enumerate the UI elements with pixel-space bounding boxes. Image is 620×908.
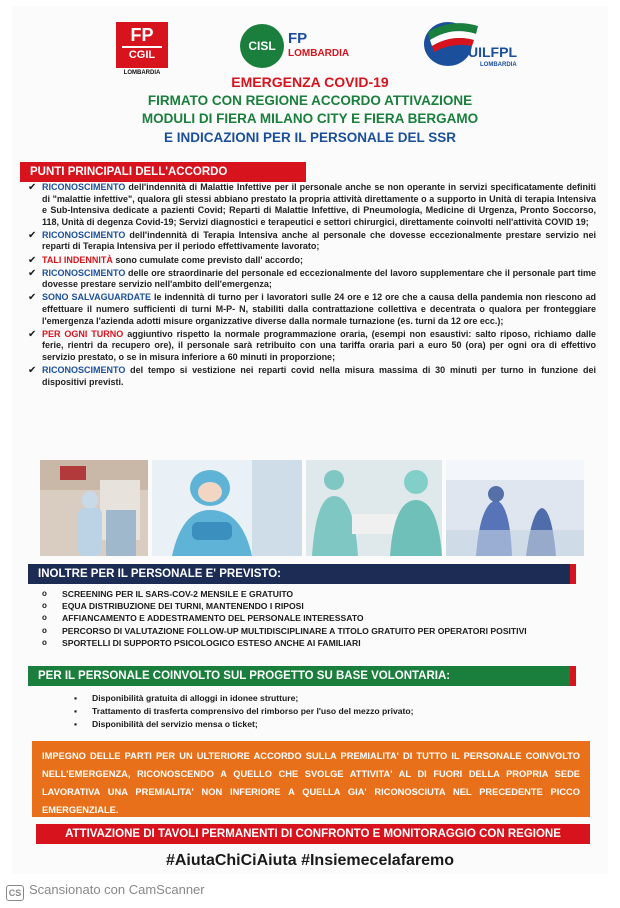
volontaria-item [72, 705, 572, 718]
point-lead: SONO SALVAGUARDATE [42, 292, 151, 303]
point-text: dell'indennità di Malattie Infettive per il personale anche se non operante in servizi specificatamente definiti di "malattie infettive", qualora gli stessi abbiano prestato la propria attività direttamente o a supporto in Unità di terapia Intensiva e Sub-Intensiva dedicate a pazienti Covid; Reparti di Malattie Infettive, di Pneumologia, Medicine di Urgenza, Pronto Soccorso, 118, Unità di degenza Covid-19; Servizi diagnostici e terapeutici e settori chirurgici, direttamente coinvolti nell'attività COVID 19; [42, 182, 596, 227]
camscanner-text: Scansionato con CamScanner [29, 882, 205, 897]
point-lead: RICONOSCIMENTO [42, 182, 126, 192]
volontaria-item-text: Disponibilità gratuita di alloggi in idonee strutture; [92, 693, 299, 703]
fp-cgil-line2: CGIL [122, 46, 162, 62]
inoltre-item [40, 612, 600, 624]
fp-cgil-line1: FP [130, 25, 154, 45]
main-title [12, 92, 608, 128]
point-lead: RICONOSCIMENTO [42, 229, 126, 240]
cisl-logo [240, 24, 380, 72]
circle-bullet-icon: o [42, 637, 47, 647]
photo-strip [40, 460, 584, 556]
circle-bullet-icon: o [42, 601, 47, 611]
emergency-title: EMERGENZA COVID-19 [231, 74, 389, 90]
inoltre-item-text: SPORTELLI DI SUPPORTO PSICOLOGICO ESTESO ANCHE AI FAMILIARI [62, 637, 361, 648]
point-item [28, 230, 596, 253]
fp-cgil-line3: LOMBARDIA [123, 70, 161, 76]
point-item [28, 255, 596, 267]
square-bullet-icon: ▪ [74, 706, 78, 716]
square-bullet-icon: ▪ [74, 719, 78, 729]
check-icon: ✔ [28, 328, 37, 340]
point-lead: PER OGNI TURNO [42, 328, 124, 339]
check-icon: ✔ [28, 364, 37, 376]
point-lead: TALI INDENNITÀ [42, 254, 113, 265]
main-title-line1: FIRMATO CON REGIONE ACCORDO ATTIVAZIONE [147, 93, 473, 108]
uil-line1: UILFPL [468, 44, 517, 60]
volontaria-item-text: Disponibilità del servizio mensa o ticket; [92, 719, 258, 729]
photo-icu-staff [306, 460, 442, 556]
volontaria-item-text: Trattamento di trasferta comprensivo del rimborso per l'uso del mezzo privato; [92, 706, 414, 716]
inoltre-header: INOLTRE PER IL PERSONALE E' PREVISTO: [28, 564, 576, 584]
uil-flag-icon [422, 18, 482, 68]
sub-title: E INDICAZIONI PER IL PERSONALE DEL SSR [163, 130, 457, 145]
check-icon: ✔ [28, 292, 37, 304]
point-item [28, 365, 596, 388]
inoltre-item [40, 625, 600, 637]
cisl-disc: CISL [240, 24, 284, 68]
photo-emergency-rush [446, 460, 584, 556]
volontaria-header: PER IL PERSONALE COINVOLTO SUL PROGETTO SU BASE VOLONTARIA: [28, 666, 576, 686]
circle-bullet-icon: o [42, 613, 47, 623]
fp-cgil-logo [116, 22, 168, 78]
point-item [28, 182, 596, 228]
check-icon: ✔ [28, 267, 37, 279]
point-text: le indennità di turno per i lavoratori sulle 24 ore e 12 ore che a causa della pandemia non riescono ad effettuare il numero sufficienti di turni M-P- N, stabiliti dalla contrattazione collettiva e decentrata o qualora per fronteggiare l'emergenza l'azienda adotti misure organizzative diverse dalla normale turnazione (es. turni da 12 ore ecc.); [42, 292, 596, 326]
impegno-box: IMPEGNO DELLE PARTI PER UN ULTERIORE ACCORDO SULLA PREMIALITA' DI TUTTO IL PERSONALE COINVOLTO NELL'EMERGENZA, RICONOSCENDO A QUELLO CHE SVOLGE ATTIVITA' AL DI FUORI DELLA PROPRIA SEDE LAVORATIVA UNA PREMIALITA' NON INFERIORE A QUELLA GIA' RICONOSCIUTA NEL PRECEDENTE PICCO EMERGENZIALE. [32, 741, 590, 817]
inoltre-item [40, 600, 600, 612]
point-lead: RICONOSCIMENTO [42, 364, 126, 375]
inoltre-item-text: PERCORSO DI VALUTAZIONE FOLLOW-UP MULTIDISCIPLINARE A TITOLO GRATUITO PER OPERATORI POSITIVI [62, 625, 527, 636]
flyer-page [12, 6, 608, 874]
photo-doctor-ppe [152, 460, 302, 556]
uilfpl-logo [422, 18, 522, 78]
main-title-line2: MODULI DI FIERA MILANO CITY E FIERA BERGAMO [141, 111, 479, 126]
point-text: dell'indennità di Terapia Intensiva anche al personale che dovesse eccezionalmente prestare servizio nei reparti di Terapia Intensiva per il periodo effettivamente lavorato; [42, 229, 596, 252]
point-item [28, 329, 596, 364]
check-icon: ✔ [28, 182, 37, 193]
hashtags: #AiutaChiCiAiuta #Insiemecelafaremo [165, 852, 455, 869]
circle-bullet-icon: o [42, 589, 47, 598]
photo-hospital-corridor [40, 460, 148, 556]
point-item [28, 292, 596, 327]
point-text: delle ore straordinarie del personale ed eccezionalmente del lavoro supplementare che il personale part time dovesse prestare servizio nell'ambito dell'emergenza; [42, 267, 596, 290]
inoltre-item-text: EQUA DISTRIBUZIONE DEI TURNI, MANTENENDO I RIPOSI [62, 601, 304, 612]
circle-bullet-icon: o [42, 625, 47, 635]
camscanner-watermark [6, 882, 205, 900]
point-text: del tempo si vestizione nei reparti covid nella misura massima di 30 minuti per turno in funzione dei dispositivi previsti. [42, 364, 596, 387]
camscanner-logo: CS [6, 885, 24, 901]
square-bullet-icon: ▪ [74, 693, 78, 703]
uil-line2: LOMBARDIA [480, 62, 517, 68]
inoltre-list [40, 588, 600, 649]
volontaria-item [72, 692, 572, 705]
inoltre-item [40, 637, 600, 649]
inoltre-item-text: SCREENING PER IL SARS-COV-2 MENSILE E GRATUITO [62, 589, 294, 599]
inoltre-item [40, 588, 600, 600]
inoltre-item-text: AFFIANCAMENTO E ADDESTRAMENTO DEL PERSONALE INTERESSATO [62, 613, 364, 624]
check-icon: ✔ [28, 229, 37, 241]
points-header: PUNTI PRINCIPALI DELL'ACCORDO [20, 162, 306, 182]
points-list [28, 182, 596, 390]
check-icon: ✔ [28, 254, 37, 266]
point-text: sono cumulate come previsto dall' accordo; [112, 254, 304, 265]
point-lead: RICONOSCIMENTO [42, 267, 126, 278]
point-text: aggiuntivo rispetto la normale programmazione oraria, (esempi non esaustivi: salto riposo, richiamo dalle ferie, rientri da recupero ore), il personale sarà retribuito con una tariffa oraria pari a euro 50 (ora) per ogni ora di effettivo servizio prestato, o se in misura inferiore a 60 minuti in proporzione; [42, 328, 596, 362]
tavoli-banner: ATTIVAZIONE DI TAVOLI PERMANENTI DI CONFRONTO E MONITORAGGIO CON REGIONE [36, 824, 590, 844]
volontaria-list [72, 692, 572, 731]
volontaria-item [72, 718, 572, 731]
cisl-line1: FP [288, 30, 308, 47]
cisl-line2: LOMBARDIA [288, 48, 350, 59]
point-item [28, 268, 596, 291]
